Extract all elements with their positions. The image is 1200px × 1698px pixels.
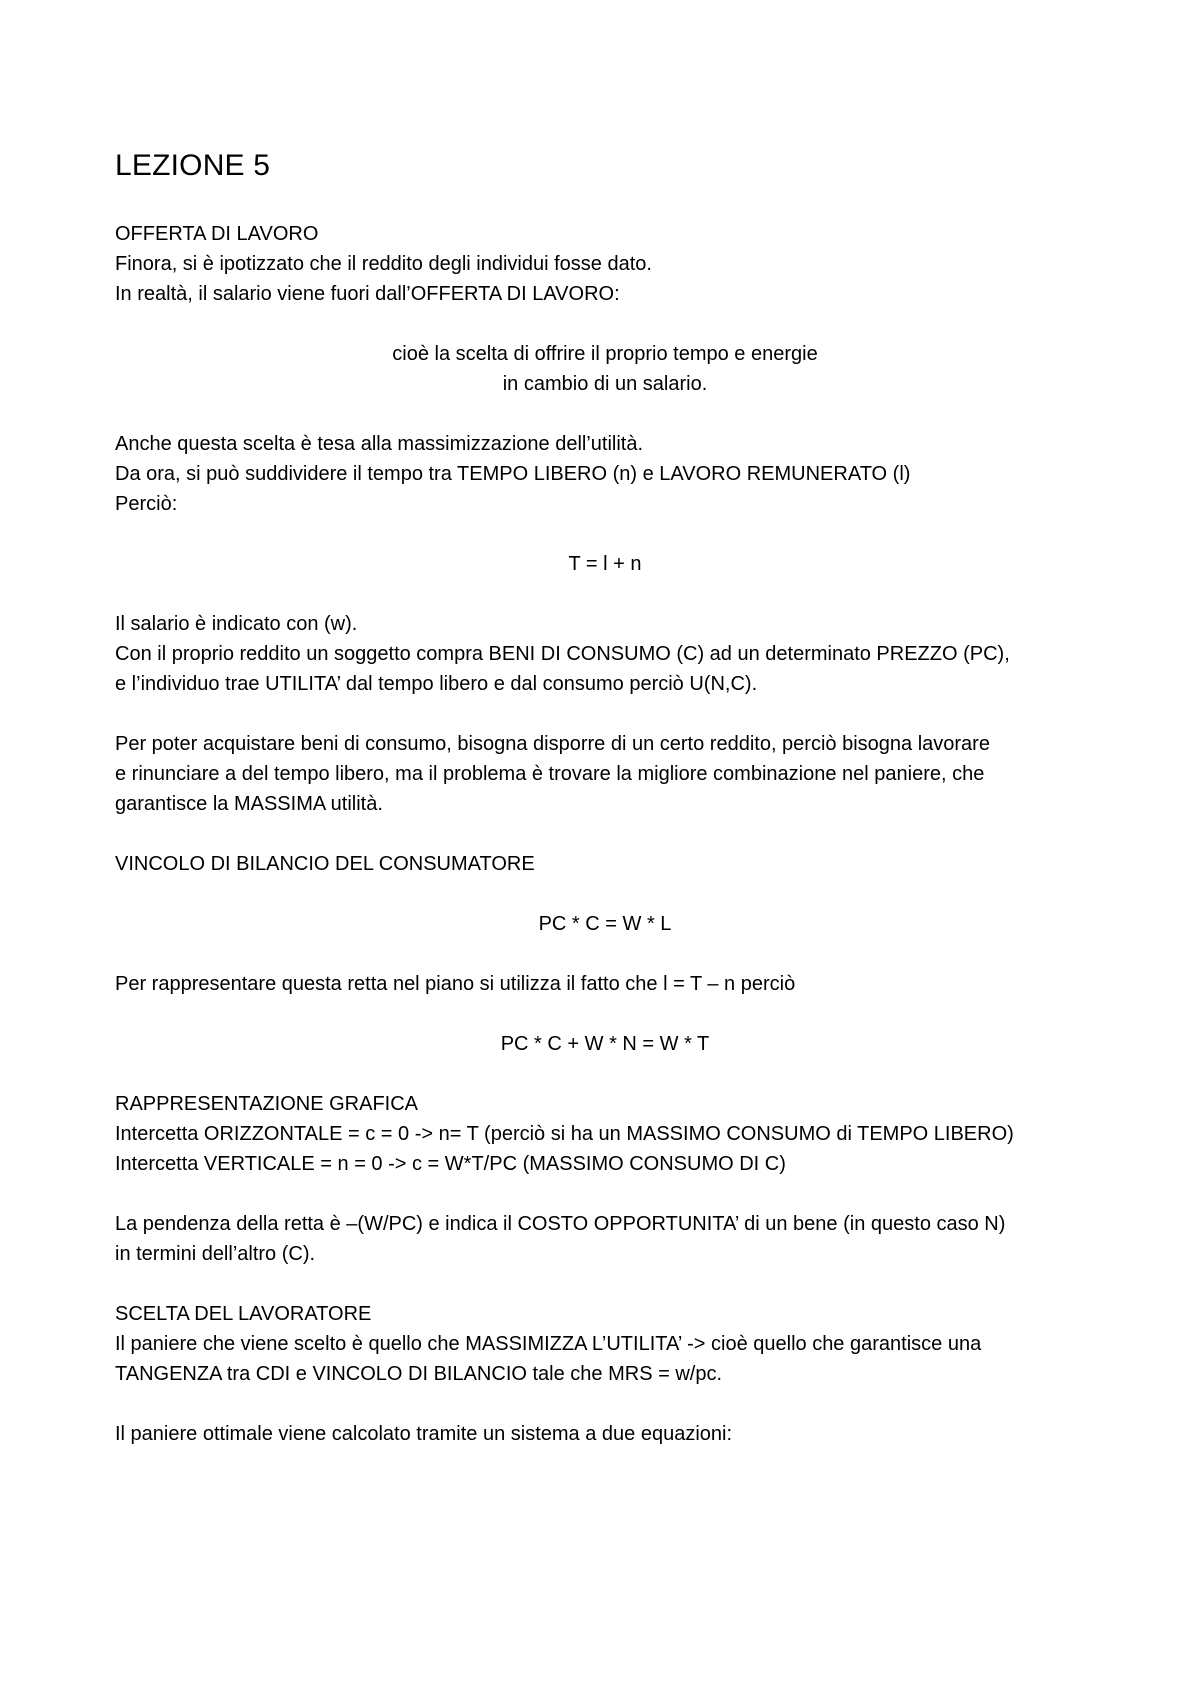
spacer: [115, 1389, 1095, 1419]
section-heading-vincolo: VINCOLO DI BILANCIO DEL CONSUMATORE: [115, 853, 535, 875]
paragraph-line: Il paniere ottimale viene calcolato tramite un sistema a due equazioni:: [115, 1423, 733, 1445]
spacer: [115, 1179, 1095, 1209]
paragraph-line: e l’individuo trae UTILITA’ dal tempo libero e dal consumo perciò U(N,C).: [115, 673, 758, 695]
spacer: [115, 519, 1095, 549]
paragraph-line: Per poter acquistare beni di consumo, bisogna disporre di un certo reddito, perciò bisogna lavorare: [115, 733, 990, 755]
paragraph-line: e rinunciare a del tempo libero, ma il problema è trovare la migliore combinazione nel paniere, che: [115, 763, 985, 785]
section-heading-offerta: OFFERTA DI LAVORO: [115, 223, 319, 245]
page-title: LEZIONE 5: [115, 149, 271, 182]
paragraph-line: In realtà, il salario viene fuori dall’OFFERTA DI LAVORO:: [115, 283, 620, 305]
paragraph-line: Intercetta VERTICALE = n = 0 -> c = W*T/PC (MASSIMO CONSUMO DI C): [115, 1153, 786, 1175]
paragraph-line: TANGENZA tra CDI e VINCOLO DI BILANCIO tale che MRS = w/pc.: [115, 1363, 723, 1385]
paragraph-line: Da ora, si può suddividere il tempo tra TEMPO LIBERO (n) e LAVORO REMUNERATO (l): [115, 463, 911, 485]
paragraph-line: Intercetta ORIZZONTALE = c = 0 -> n= T (perciò si ha un MASSIMO CONSUMO di TEMPO LIBERO): [115, 1123, 1014, 1145]
spacer: [115, 1269, 1095, 1299]
section-heading-scelta: SCELTA DEL LAVORATORE: [115, 1303, 372, 1325]
paragraph-line: La pendenza della retta è –(W/PC) e indica il COSTO OPPORTUNITA’ di un bene (in questo caso N): [115, 1213, 1006, 1235]
formula-time: T = l + n: [568, 553, 642, 575]
paragraph-line: Il paniere che viene scelto è quello che MASSIMIZZA L’UTILITA’ -> cioè quello che garantisce una: [115, 1333, 982, 1355]
spacer: [115, 999, 1095, 1029]
spacer: [115, 879, 1095, 909]
paragraph-line: Perciò:: [115, 493, 178, 515]
spacer: [115, 309, 1095, 339]
spacer: [115, 579, 1095, 609]
spacer: [115, 399, 1095, 429]
formula-budget: PC * C = W * L: [538, 913, 672, 935]
paragraph-line: Finora, si è ipotizzato che il reddito degli individui fosse dato.: [115, 253, 652, 275]
paragraph-line: Per rappresentare questa retta nel piano si utilizza il fatto che l = T – n perciò: [115, 973, 796, 995]
spacer: [115, 819, 1095, 849]
paragraph-line: Con il proprio reddito un soggetto compra BENI DI CONSUMO (C) ad un determinato PREZZO (PC),: [115, 643, 1010, 665]
centered-line: in cambio di un salario.: [502, 373, 708, 395]
spacer: [115, 699, 1095, 729]
document-body: [115, 146, 1095, 1449]
paragraph-line: Anche questa scelta è tesa alla massimizzazione dell’utilità.: [115, 433, 644, 455]
paragraph-line: Il salario è indicato con (w).: [115, 613, 358, 635]
paragraph-line: garantisce la MASSIMA utilità.: [115, 793, 383, 815]
section-heading-grafica: RAPPRESENTAZIONE GRAFICA: [115, 1093, 419, 1115]
formula-budget-line: PC * C + W * N = W * T: [500, 1033, 710, 1055]
spacer: [115, 1059, 1095, 1089]
centered-line: cioè la scelta di offrire il proprio tempo e energie: [392, 343, 818, 365]
paragraph-line: in termini dell’altro (C).: [115, 1243, 316, 1265]
spacer: [115, 939, 1095, 969]
